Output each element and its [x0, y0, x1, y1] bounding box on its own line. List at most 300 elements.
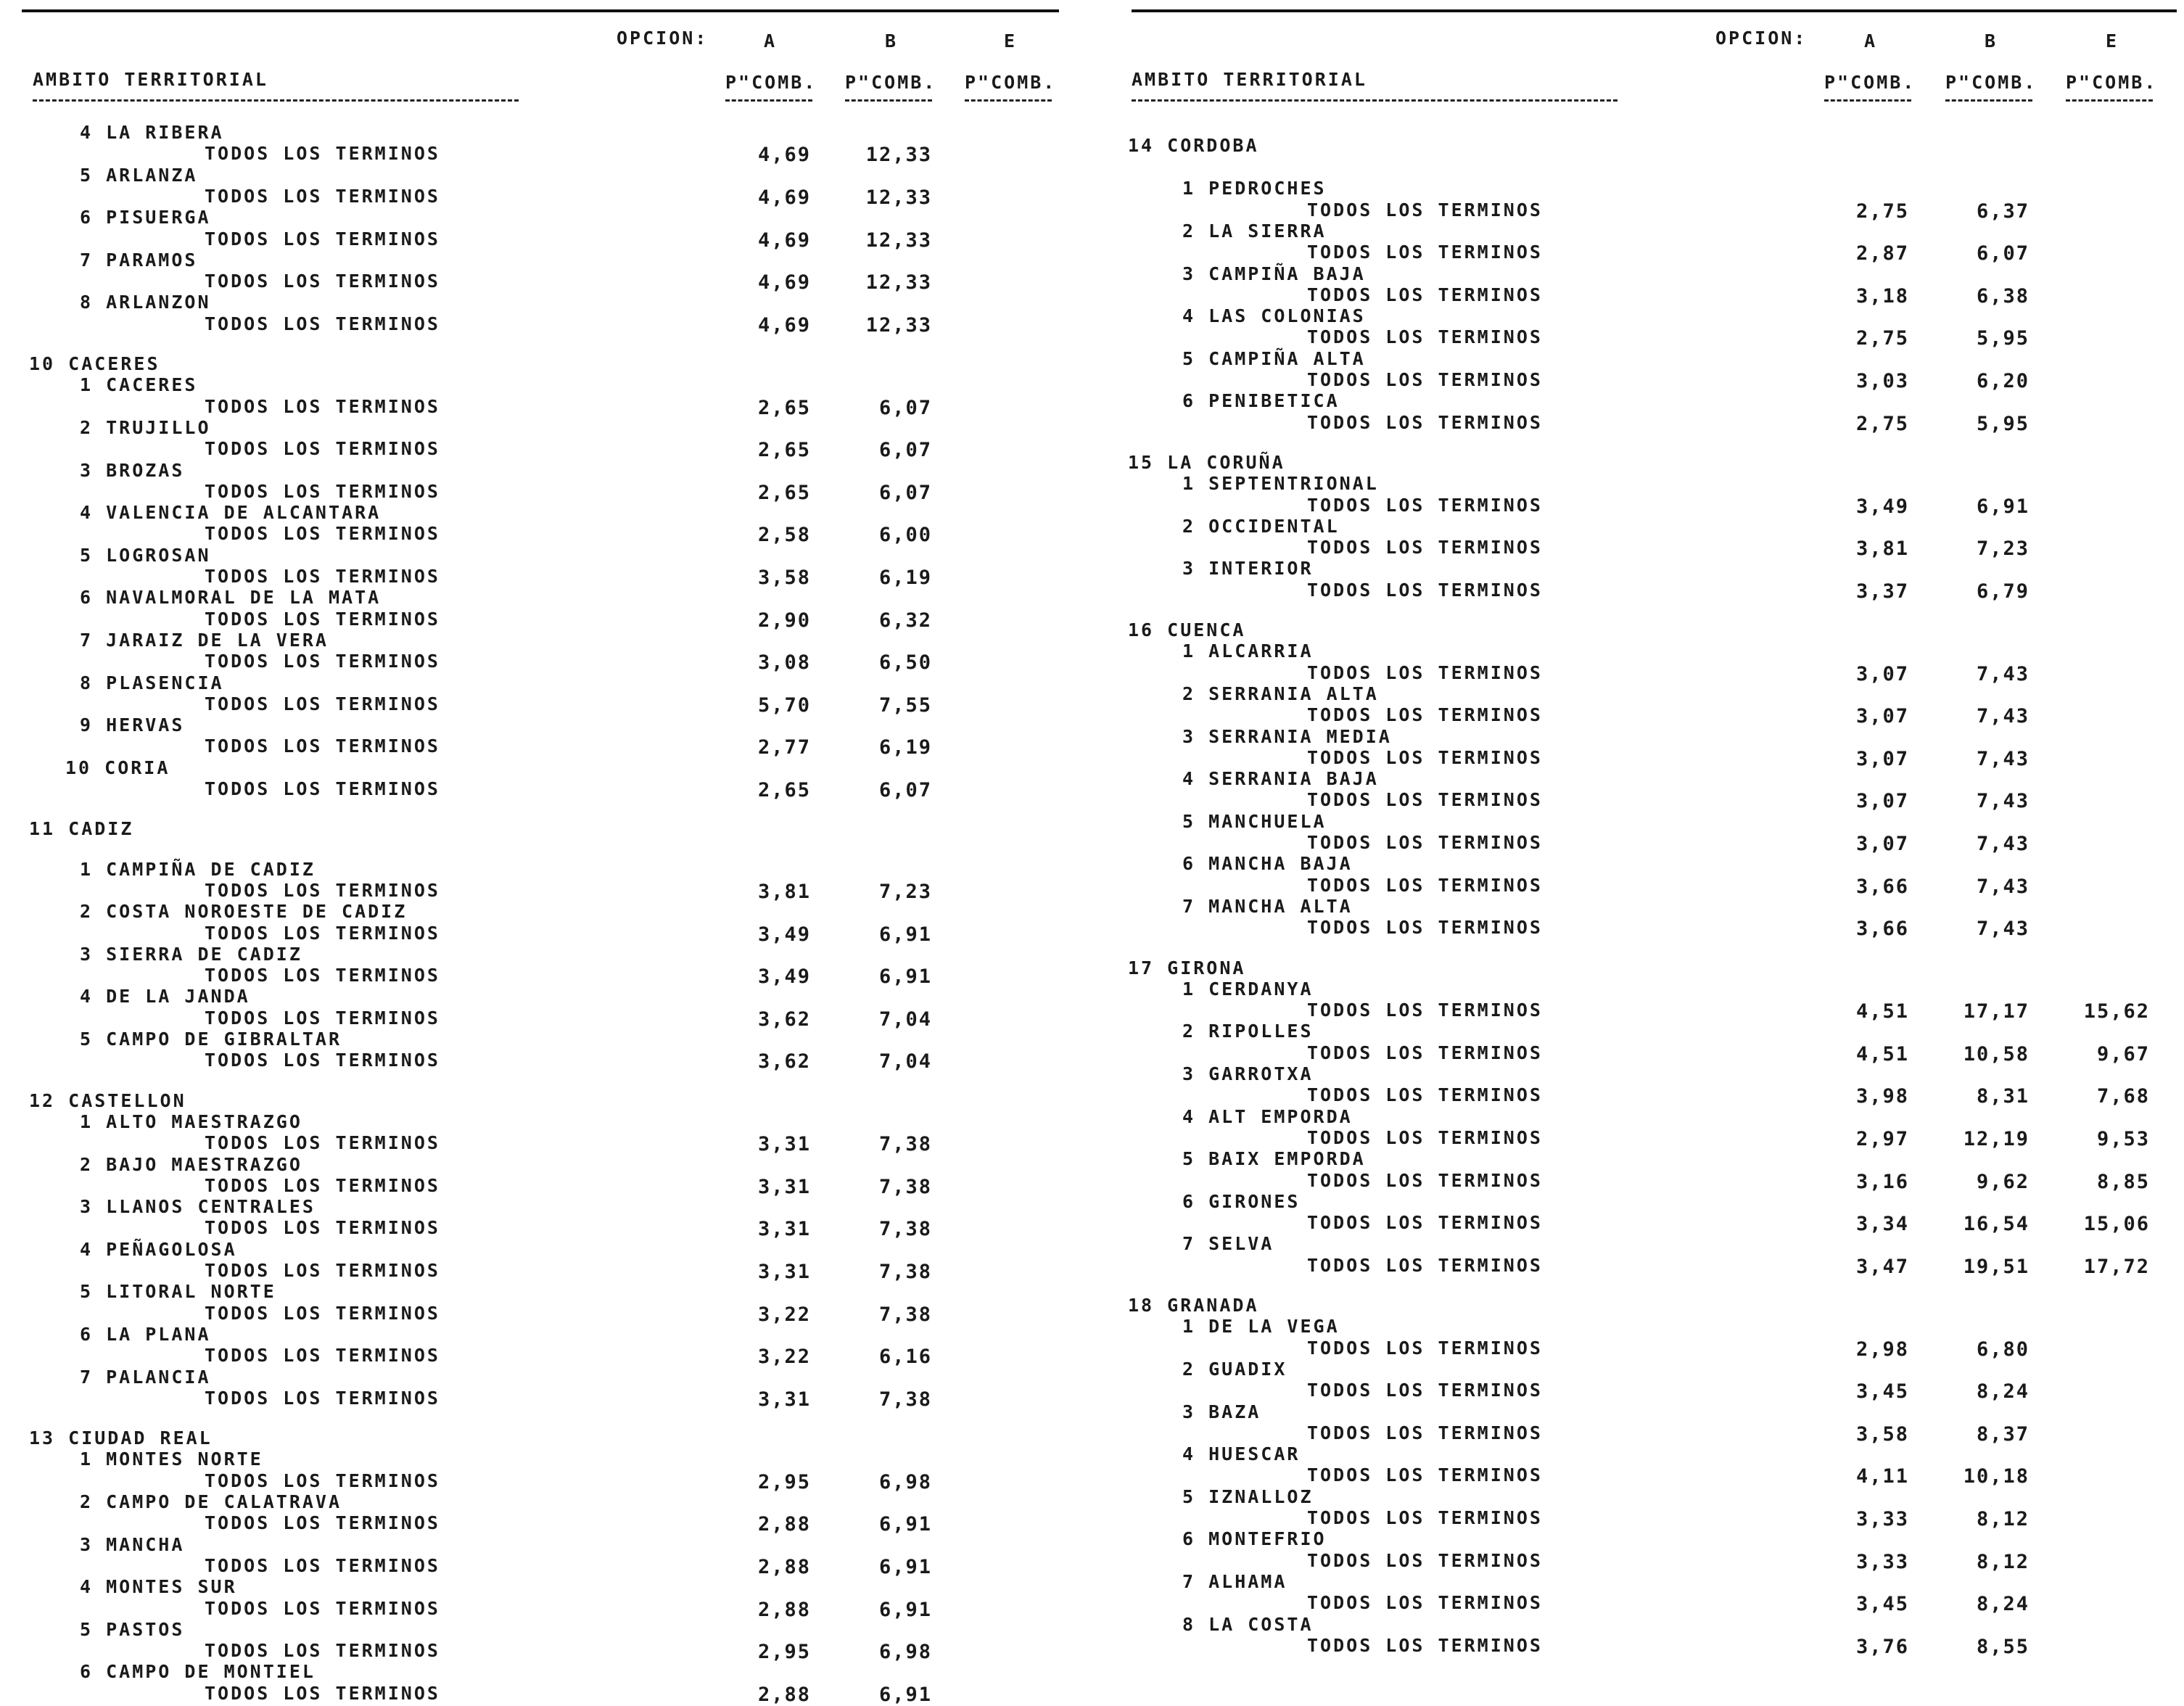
value-a: 3,66: [1855, 918, 1909, 941]
comarca-heading: 1 CACERES: [80, 374, 198, 396]
term-label: TODOS LOS TERMINOS: [1307, 1634, 1543, 1656]
value-a: 2,88: [757, 1513, 811, 1536]
comarca-heading: 4 MONTES SUR: [80, 1576, 237, 1598]
comarca-heading: 2 COSTA NOROESTE DE CADIZ: [80, 901, 408, 923]
value-b: 7,38: [878, 1303, 932, 1326]
term-label: TODOS LOS TERMINOS: [1307, 874, 1543, 896]
value-a: 3,34: [1855, 1213, 1909, 1236]
col-e-underline: [2066, 99, 2153, 104]
value-b: 6,00: [878, 524, 932, 547]
term-label: TODOS LOS TERMINOS: [1307, 242, 1543, 263]
value-a: 3,33: [1855, 1508, 1909, 1530]
value-b: 7,43: [1976, 747, 2030, 770]
value-a: 2,75: [1855, 199, 1909, 223]
value-a: 2,95: [757, 1641, 811, 1664]
value-a: 3,62: [757, 1007, 811, 1031]
term-label: TODOS LOS TERMINOS: [1307, 1337, 1543, 1359]
ambito-territorial-label: AMBITO TERRITORIAL: [33, 69, 268, 90]
value-b: 6,07: [878, 481, 932, 504]
value-a: 3,47: [1855, 1255, 1909, 1278]
value-a: 2,88: [757, 1555, 811, 1578]
value-b: 6,19: [878, 566, 932, 589]
term-label: TODOS LOS TERMINOS: [205, 185, 440, 207]
province-heading: 17 GIRONA: [1128, 957, 1246, 978]
term-label: TODOS LOS TERMINOS: [205, 693, 440, 714]
value-b: 17,17: [1963, 1000, 2030, 1023]
term-label: TODOS LOS TERMINOS: [205, 1217, 440, 1239]
value-b: 12,19: [1963, 1127, 2030, 1150]
comarca-heading: 3 LLANOS CENTRALES: [80, 1196, 316, 1218]
value-a: 3,45: [1855, 1593, 1909, 1616]
value-a: 3,31: [757, 1388, 811, 1411]
comarca-heading: 3 INTERIOR: [1182, 558, 1314, 580]
value-b: 19,51: [1963, 1255, 2030, 1278]
province-heading: 15 LA CORUÑA: [1128, 451, 1285, 473]
value-a: 3,31: [757, 1133, 811, 1156]
term-label: TODOS LOS TERMINOS: [205, 271, 440, 292]
term-label: TODOS LOS TERMINOS: [1307, 1592, 1543, 1614]
comarca-heading: 3 CAMPIÑA BAJA: [1182, 263, 1366, 284]
value-a: 2,65: [757, 481, 811, 504]
province-heading: 13 CIUDAD REAL: [29, 1427, 213, 1449]
col-a-label: P"COMB.: [1824, 72, 1916, 93]
value-a: 4,69: [757, 228, 811, 252]
comarca-heading: 1 MONTES NORTE: [80, 1449, 263, 1470]
term-label: TODOS LOS TERMINOS: [1307, 917, 1543, 939]
value-b: 7,43: [1976, 705, 2030, 728]
value-a: 2,88: [757, 1598, 811, 1621]
value-b: 6,32: [878, 609, 932, 632]
value-b: 10,58: [1963, 1042, 2030, 1066]
value-b: 6,38: [1976, 284, 2030, 308]
value-a: 3,07: [1855, 705, 1909, 728]
comarca-heading: 5 ARLANZA: [80, 164, 198, 186]
value-a: 3,98: [1855, 1085, 1909, 1108]
value-b: 7,23: [1976, 537, 2030, 561]
comarca-heading: 4 DE LA JANDA: [80, 986, 250, 1007]
term-label: TODOS LOS TERMINOS: [205, 1387, 440, 1409]
value-a: 3,16: [1855, 1170, 1909, 1193]
value-a: 3,07: [1855, 662, 1909, 685]
comarca-heading: 4 SERRANIA BAJA: [1182, 768, 1379, 790]
value-a: 4,51: [1855, 1042, 1909, 1066]
value-e: 7,68: [2096, 1085, 2150, 1108]
comarca-heading: 1 SEPTENTRIONAL: [1182, 473, 1379, 495]
value-a: 3,03: [1855, 370, 1909, 392]
header-underline: [33, 99, 519, 104]
term-label: TODOS LOS TERMINOS: [1307, 369, 1543, 390]
term-label: TODOS LOS TERMINOS: [205, 735, 440, 757]
term-label: TODOS LOS TERMINOS: [205, 438, 440, 460]
term-label: TODOS LOS TERMINOS: [1307, 1169, 1543, 1191]
province-heading: 11 CADIZ: [29, 818, 134, 840]
value-e: 15,62: [2083, 1000, 2150, 1023]
col-b-underline: [845, 99, 932, 104]
value-b: 6,91: [878, 923, 932, 946]
comarca-heading: 5 CAMPO DE GIBRALTAR: [80, 1029, 342, 1050]
value-b: 10,18: [1963, 1465, 2030, 1488]
comarca-heading: 7 ALHAMA: [1182, 1570, 1287, 1592]
value-a: 3,81: [1855, 537, 1909, 561]
value-b: 8,12: [1976, 1550, 2030, 1573]
value-a: 3,45: [1855, 1380, 1909, 1404]
term-label: TODOS LOS TERMINOS: [205, 313, 440, 334]
comarca-heading: 7 MANCHA ALTA: [1182, 895, 1353, 917]
value-e: 8,85: [2096, 1170, 2150, 1193]
value-a: 3,08: [757, 651, 811, 675]
col-e-label: P"COMB.: [2066, 72, 2158, 93]
comarca-heading: 4 ALT EMPORDA: [1182, 1105, 1353, 1127]
comarca-heading: 7 PARAMOS: [80, 249, 198, 271]
value-a: 3,07: [1855, 747, 1909, 770]
value-b: 12,33: [865, 186, 932, 209]
value-b: 12,33: [865, 313, 932, 337]
value-b: 6,20: [1976, 370, 2030, 392]
value-b: 6,07: [878, 779, 932, 802]
value-b: 8,55: [1976, 1635, 2030, 1658]
value-a: 3,66: [1855, 875, 1909, 898]
term-label: TODOS LOS TERMINOS: [205, 1470, 440, 1491]
value-b: 9,62: [1976, 1170, 2030, 1193]
term-label: TODOS LOS TERMINOS: [205, 1640, 440, 1662]
term-label: TODOS LOS TERMINOS: [1307, 1000, 1543, 1021]
comarca-heading: 7 PALANCIA: [80, 1366, 211, 1388]
option-b-label: B: [1985, 30, 1998, 51]
option-e-label: E: [1004, 30, 1018, 51]
province-heading: 14 CORDOBA: [1128, 135, 1259, 156]
term-label: TODOS LOS TERMINOS: [205, 228, 440, 250]
col-a-label: P"COMB.: [725, 72, 817, 93]
term-label: TODOS LOS TERMINOS: [205, 395, 440, 417]
value-a: 2,65: [757, 439, 811, 462]
comarca-heading: 1 ALCARRIA: [1182, 640, 1314, 662]
province-heading: 18 GRANADA: [1128, 1295, 1259, 1316]
comarca-heading: 2 SERRANIA ALTA: [1182, 683, 1379, 704]
value-b: 7,04: [878, 1050, 932, 1074]
value-b: 6,37: [1976, 199, 2030, 223]
comarca-heading: 5 PASTOS: [80, 1618, 185, 1640]
term-label: TODOS LOS TERMINOS: [1307, 1042, 1543, 1063]
value-b: 7,38: [878, 1218, 932, 1241]
term-label: TODOS LOS TERMINOS: [1307, 326, 1543, 348]
value-b: 7,38: [878, 1133, 932, 1156]
comarca-heading: 5 LOGROSAN: [80, 544, 211, 566]
term-label: TODOS LOS TERMINOS: [1307, 1422, 1543, 1443]
term-label: TODOS LOS TERMINOS: [205, 879, 440, 901]
term-label: TODOS LOS TERMINOS: [205, 143, 440, 165]
value-b: 6,91: [878, 1555, 932, 1578]
comarca-heading: 6 PISUERGA: [80, 207, 211, 228]
comarca-heading: 7 SELVA: [1182, 1233, 1274, 1255]
term-label: TODOS LOS TERMINOS: [205, 1554, 440, 1576]
comarca-heading: 1 PEDROCHES: [1182, 178, 1327, 199]
province-heading: 16 CUENCA: [1128, 619, 1246, 640]
comarca-heading: 5 IZNALLOZ: [1182, 1485, 1314, 1507]
value-b: 7,38: [878, 1175, 932, 1198]
term-label: TODOS LOS TERMINOS: [1307, 411, 1543, 433]
term-label: TODOS LOS TERMINOS: [1307, 199, 1543, 221]
value-b: 6,19: [878, 736, 932, 759]
comarca-heading: 5 MANCHUELA: [1182, 810, 1327, 832]
comarca-heading: 8 ARLANZON: [80, 292, 211, 313]
term-label: TODOS LOS TERMINOS: [1307, 284, 1543, 305]
value-a: 3,62: [757, 1050, 811, 1074]
term-label: TODOS LOS TERMINOS: [1307, 1507, 1543, 1528]
comarca-heading: 2 CAMPO DE CALATRAVA: [80, 1491, 342, 1512]
value-b: 8,31: [1976, 1085, 2030, 1108]
term-label: TODOS LOS TERMINOS: [205, 1302, 440, 1324]
value-b: 12,33: [865, 144, 932, 167]
ambito-territorial-label: AMBITO TERRITORIAL: [1132, 69, 1367, 90]
term-label: TODOS LOS TERMINOS: [1307, 832, 1543, 853]
term-label: TODOS LOS TERMINOS: [205, 1132, 440, 1154]
value-b: 6,98: [878, 1641, 932, 1664]
term-label: TODOS LOS TERMINOS: [1307, 579, 1543, 601]
comarca-heading: 9 HERVAS: [80, 714, 185, 736]
top-rule: [22, 9, 1059, 12]
value-b: 6,16: [878, 1346, 932, 1369]
comarca-heading: 5 LITORAL NORTE: [80, 1281, 276, 1303]
value-a: 3,58: [757, 566, 811, 589]
value-a: 3,81: [757, 880, 811, 903]
value-b: 8,37: [1976, 1422, 2030, 1446]
value-b: 6,07: [1976, 242, 2030, 265]
value-b: 7,43: [1976, 662, 2030, 685]
col-e-underline: [965, 99, 1052, 104]
value-a: 4,69: [757, 271, 811, 294]
opcion-label: OPCION:: [617, 28, 709, 49]
term-label: TODOS LOS TERMINOS: [1307, 1464, 1543, 1486]
col-e-label: P"COMB.: [965, 72, 1057, 93]
value-b: 7,55: [878, 693, 932, 717]
value-b: 7,43: [1976, 875, 2030, 898]
value-b: 6,91: [1976, 495, 2030, 518]
term-label: TODOS LOS TERMINOS: [1307, 537, 1543, 559]
value-a: 2,77: [757, 736, 811, 759]
comarca-heading: 4 LAS COLONIAS: [1182, 305, 1366, 327]
value-b: 8,24: [1976, 1593, 2030, 1616]
value-b: 7,23: [878, 880, 932, 903]
value-a: 4,11: [1855, 1465, 1909, 1488]
comarca-heading: 2 BAJO MAESTRAZGO: [80, 1153, 302, 1175]
comarca-heading: 3 SIERRA DE CADIZ: [80, 943, 302, 965]
col-b-underline: [1945, 99, 2032, 104]
value-a: 3,49: [1855, 495, 1909, 518]
value-a: 3,07: [1855, 790, 1909, 813]
comarca-heading: 4 PEÑAGOLOSA: [80, 1238, 237, 1260]
term-label: TODOS LOS TERMINOS: [1307, 704, 1543, 726]
value-a: 3,76: [1855, 1635, 1909, 1658]
value-b: 5,95: [1976, 412, 2030, 435]
comarca-heading: 6 MANCHA BAJA: [1182, 853, 1353, 875]
comarca-heading: 6 NAVALMORAL DE LA MATA: [80, 587, 382, 609]
left-table-column: [0, 0, 1074, 1706]
value-a: 2,88: [757, 1683, 811, 1706]
option-e-label: E: [2106, 30, 2119, 51]
value-b: 6,07: [878, 439, 932, 462]
term-label: TODOS LOS TERMINOS: [205, 778, 440, 799]
option-a-label: A: [764, 30, 778, 51]
comarca-heading: 2 TRUJILLO: [80, 416, 211, 438]
value-b: 7,43: [1976, 833, 2030, 855]
comarca-heading: 1 CERDANYA: [1182, 978, 1314, 1000]
value-a: 3,31: [757, 1175, 811, 1198]
option-a-label: A: [1864, 30, 1878, 51]
province-heading: 12 CASTELLON: [29, 1089, 186, 1111]
value-a: 3,18: [1855, 284, 1909, 308]
term-label: TODOS LOS TERMINOS: [205, 1260, 440, 1281]
value-b: 6,07: [878, 396, 932, 419]
term-label: TODOS LOS TERMINOS: [205, 523, 440, 545]
value-a: 3,22: [757, 1346, 811, 1369]
comarca-heading: 1 ALTO MAESTRAZGO: [80, 1110, 302, 1132]
top-rule: [1132, 9, 2177, 12]
value-b: 7,04: [878, 1007, 932, 1031]
value-b: 6,91: [878, 1513, 932, 1536]
province-heading: 10 CACERES: [29, 353, 160, 374]
col-a-underline: [1824, 99, 1911, 104]
comarca-heading: 6 PENIBETICA: [1182, 390, 1340, 412]
value-a: 3,07: [1855, 833, 1909, 855]
value-a: 3,49: [757, 965, 811, 989]
comarca-heading: 3 MANCHA: [80, 1533, 185, 1555]
comarca-heading: 3 GARROTXA: [1182, 1063, 1314, 1084]
term-label: TODOS LOS TERMINOS: [1307, 494, 1543, 516]
term-label: TODOS LOS TERMINOS: [205, 1512, 440, 1534]
comarca-heading: 5 CAMPIÑA ALTA: [1182, 347, 1366, 369]
value-a: 3,33: [1855, 1550, 1909, 1573]
comarca-heading: 1 DE LA VEGA: [1182, 1316, 1340, 1338]
term-label: TODOS LOS TERMINOS: [205, 480, 440, 502]
comarca-heading: 2 LA SIERRA: [1182, 220, 1327, 242]
value-a: 2,65: [757, 396, 811, 419]
term-label: TODOS LOS TERMINOS: [205, 965, 440, 986]
term-label: TODOS LOS TERMINOS: [1307, 1254, 1543, 1276]
term-label: TODOS LOS TERMINOS: [205, 608, 440, 630]
value-a: 3,22: [757, 1303, 811, 1326]
term-label: TODOS LOS TERMINOS: [1307, 1549, 1543, 1571]
right-table-column: [1117, 0, 2184, 1701]
value-b: 7,43: [1976, 918, 2030, 941]
value-b: 16,54: [1963, 1213, 2030, 1236]
value-a: 3,49: [757, 923, 811, 946]
value-b: 12,33: [865, 228, 932, 252]
value-a: 2,75: [1855, 412, 1909, 435]
comarca-heading: 3 BROZAS: [80, 459, 185, 481]
comarca-heading: 2 GUADIX: [1182, 1358, 1287, 1380]
value-b: 6,79: [1976, 580, 2030, 603]
value-b: 6,91: [878, 965, 932, 989]
value-b: 6,91: [878, 1683, 932, 1706]
value-b: 8,12: [1976, 1508, 2030, 1530]
comarca-heading: 6 CAMPO DE MONTIEL: [80, 1661, 316, 1683]
comarca-heading: 4 VALENCIA DE ALCANTARA: [80, 502, 382, 524]
comarca-heading: 6 GIRONES: [1182, 1190, 1301, 1212]
value-a: 3,31: [757, 1261, 811, 1283]
comarca-heading: 4 LA RIBERA: [80, 122, 224, 143]
comarca-heading: 2 RIPOLLES: [1182, 1021, 1314, 1042]
term-label: TODOS LOS TERMINOS: [205, 922, 440, 944]
opcion-label: OPCION:: [1715, 28, 1808, 49]
value-a: 2,75: [1855, 327, 1909, 350]
option-b-label: B: [885, 30, 899, 51]
value-b: 7,38: [878, 1261, 932, 1283]
value-e: 17,72: [2083, 1255, 2150, 1278]
value-b: 7,38: [878, 1388, 932, 1411]
value-a: 4,69: [757, 186, 811, 209]
value-a: 2,90: [757, 609, 811, 632]
value-a: 5,70: [757, 693, 811, 717]
term-label: TODOS LOS TERMINOS: [1307, 1084, 1543, 1106]
term-label: TODOS LOS TERMINOS: [205, 651, 440, 672]
col-b-label: P"COMB.: [845, 72, 937, 93]
value-b: 8,24: [1976, 1380, 2030, 1404]
term-label: TODOS LOS TERMINOS: [205, 1597, 440, 1619]
term-label: TODOS LOS TERMINOS: [205, 1050, 440, 1071]
term-label: TODOS LOS TERMINOS: [205, 1007, 440, 1029]
value-b: 6,98: [878, 1470, 932, 1493]
value-e: 9,67: [2096, 1042, 2150, 1066]
comarca-heading: 6 LA PLANA: [80, 1323, 211, 1345]
value-a: 2,65: [757, 779, 811, 802]
value-a: 2,87: [1855, 242, 1909, 265]
comarca-heading: 5 BAIX EMPORDA: [1182, 1148, 1366, 1170]
comarca-heading: 10 CORIA: [65, 757, 170, 778]
value-e: 9,53: [2096, 1127, 2150, 1150]
value-e: 15,06: [2083, 1213, 2150, 1236]
term-label: TODOS LOS TERMINOS: [205, 1174, 440, 1196]
comarca-heading: 1 CAMPIÑA DE CADIZ: [80, 858, 316, 880]
term-label: TODOS LOS TERMINOS: [205, 1345, 440, 1367]
term-label: TODOS LOS TERMINOS: [1307, 1212, 1543, 1234]
header-underline: [1132, 99, 1618, 104]
comarca-heading: 6 MONTEFRIO: [1182, 1528, 1327, 1550]
term-label: TODOS LOS TERMINOS: [1307, 789, 1543, 811]
value-b: 12,33: [865, 271, 932, 294]
term-label: TODOS LOS TERMINOS: [1307, 1126, 1543, 1148]
term-label: TODOS LOS TERMINOS: [1307, 746, 1543, 768]
value-b: 6,91: [878, 1598, 932, 1621]
term-label: TODOS LOS TERMINOS: [205, 1682, 440, 1704]
value-a: 2,97: [1855, 1127, 1909, 1150]
value-a: 4,69: [757, 313, 811, 337]
col-a-underline: [725, 99, 812, 104]
term-label: TODOS LOS TERMINOS: [1307, 1380, 1543, 1401]
value-a: 3,58: [1855, 1422, 1909, 1446]
col-b-label: P"COMB.: [1945, 72, 2037, 93]
comarca-heading: 7 JARAIZ DE LA VERA: [80, 629, 329, 651]
value-a: 2,58: [757, 524, 811, 547]
comarca-heading: 3 SERRANIA MEDIA: [1182, 725, 1392, 747]
comarca-heading: 8 PLASENCIA: [80, 672, 224, 693]
comarca-heading: 2 OCCIDENTAL: [1182, 515, 1340, 537]
term-label: TODOS LOS TERMINOS: [205, 566, 440, 587]
term-label: TODOS LOS TERMINOS: [1307, 662, 1543, 683]
value-a: 4,69: [757, 144, 811, 167]
comarca-heading: 8 LA COSTA: [1182, 1613, 1314, 1635]
comarca-heading: 4 HUESCAR: [1182, 1443, 1301, 1465]
value-b: 6,50: [878, 651, 932, 675]
value-a: 2,95: [757, 1470, 811, 1493]
value-a: 3,31: [757, 1218, 811, 1241]
value-a: 3,37: [1855, 580, 1909, 603]
value-b: 5,95: [1976, 327, 2030, 350]
value-a: 4,51: [1855, 1000, 1909, 1023]
comarca-heading: 3 BAZA: [1182, 1401, 1261, 1422]
value-b: 7,43: [1976, 790, 2030, 813]
value-b: 6,80: [1976, 1338, 2030, 1361]
value-a: 2,98: [1855, 1338, 1909, 1361]
